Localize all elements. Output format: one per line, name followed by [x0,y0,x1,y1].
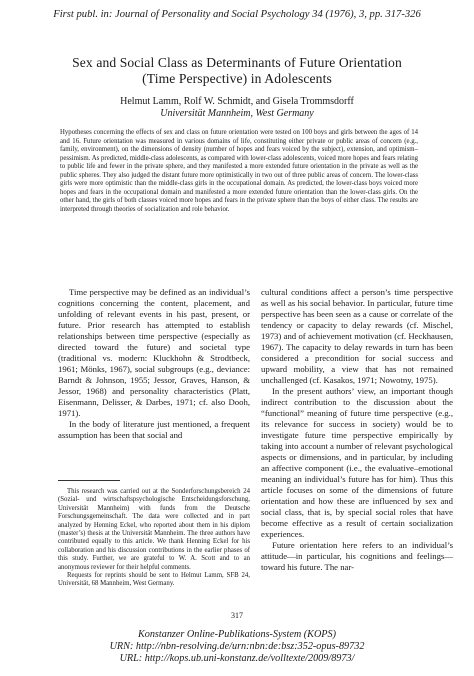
repository-footer [0,629,474,665]
body-paragraph: In the present authors’ view, an important though indirect contribution to the discussion about the “functional” meaning of future time perspective (e.g., its relevance for success in society) would be to investigate future time perspective empirically by taking into account a number of relevant psychological aspects or dimensions, and in particular, by including an affective component (i.e., the evaluative–emotional meaning an individual’s future has for him). Thus this article focuses on some of the dimensions of future orientation and how these are influenced by sex and social class, that is, by special social roles that have become effective as a result of certain socialization experiences. [261,386,453,539]
body-paragraph: Time perspective may be defined as an individual’s cognitions concerning the content, placement, and unfolding of relevant events in his past, present, or future. Prior research has attempted to establish relationships between time perspective (especially as directed toward the future) and societal type (traditional vs. modern: Kluckhohn & Strodtbeck, 1961; Mönks, 1967), social subgroups (e.g., deviance: Barndt & Johnson, 1955; Jessor, Graves, Hanson, & Jessor, 1968) and personality characteristics (Platt, Eisenmann, Delisser, & Darbes, 1971; cf. also Dooh, 1971). [58,287,250,418]
body-column-left [58,287,250,441]
body-paragraph: Future orientation here refers to an individual’s attitude—in particular, his cognitions and feelings—toward his future. The nar- [261,540,453,572]
body-paragraph: cultural conditions affect a person’s time perspective as well as his social behavior. In particular, future time perspective has been seen as a cause or correlate of the tendency or capacity to delay rewards (cf. Mischel, 1973) and of achievement motivation (cf. Heckhausen, 1967). The capacity to delay rewards in turn has been considered a precondition for social success and upward mobility, a view that has not remained unchallenged (cf. Kasakos, 1971; Nowotny, 1975). [261,287,453,385]
abstract: Hypotheses concerning the effects of sex and class on future orientation were tested on 100 boys and girls between the ages of 14 and 16. Future orientation was measured in various domains of life, constituting either private or public areas of concern (e.g., family, environment), on the dimensions of density (number of hopes and fears voiced by the subject), extension, and optimism–pessimism. As predicted, middle-class adolescents, as compared with lower-class adolescents, voiced more hopes and fears relating to public life and fewer in the private sphere, and they manifested a more extended future orientation in the private as well as the public spheres. They also judged the distant future more optimistically in two out of three public areas of concern. The lower-class girls were more optimistic than the middle-class girls in the occupational domain. As predicted, the lower-class boys voiced more hopes and fears in the occupational domain and manifested a more extended future orientation than the lower-class girls. On the other hand, the girls of both classes voiced more hopes and fears in the private sphere than the boys of either class. The results are interpreted through theories of socialization and role behavior. [60,129,418,213]
footnote-acknowledgment: This research was carried out at the Sonderforschungsbereich 24 (Sozial- und wirtschaftspsychologische Entscheidungsforschung, Universität Mannheim) with funds from the Deutsche Forschungsgemeinschaft. The data were collected and in part analyzed by Henning Eckel, who reported about them in his diplom (master’s) thesis at the Universität Mannheim. The three authors have contributed equally to this article. We thank Henning Eckel for his collaboration and his discussion contributions in the earlier phases of this study. Further, we are grateful to W. A. Scott and to an anonymous reviewer for their helpful comments. [58,488,250,571]
title-line-1: Sex and Social Class as Determinants of Future Orientation [72,55,402,70]
footnotes [58,488,250,589]
body-paragraph: In the body of literature just mentioned, a frequent assumption has been that social and [58,419,250,440]
body-column-right [261,287,453,573]
affiliation: Universität Mannheim, West Germany [160,108,314,119]
article-title [20,55,454,87]
repository-urn[interactable]: URN: http://nbn-resolving.de/urn:nbn:de:bsz:352-opus-89732 [109,641,365,652]
page-number: 317 [231,611,243,620]
repository-name: Konstanzer Online-Publikations-System (KOPS) [137,629,337,640]
publication-note: First publ. in: Journal of Personality and Social Psychology 34 (1976), 3, pp. 317-326 [53,9,421,20]
footnote-reprints: Requests for reprints should be sent to Helmut Lamm, SFB 24, Universität, 68 Mannheim, West Germany. [58,572,250,588]
footnote-divider [58,480,120,481]
repository-url[interactable]: URL: http://kops.ub.uni-konstanz.de/volltexte/2009/8973/ [119,653,355,664]
author-list: Helmut Lamm, Rolf W. Schmidt, and Gisela Trommsdorff [120,96,354,107]
title-line-2: (Time Perspective) in Adolescents [142,71,332,86]
